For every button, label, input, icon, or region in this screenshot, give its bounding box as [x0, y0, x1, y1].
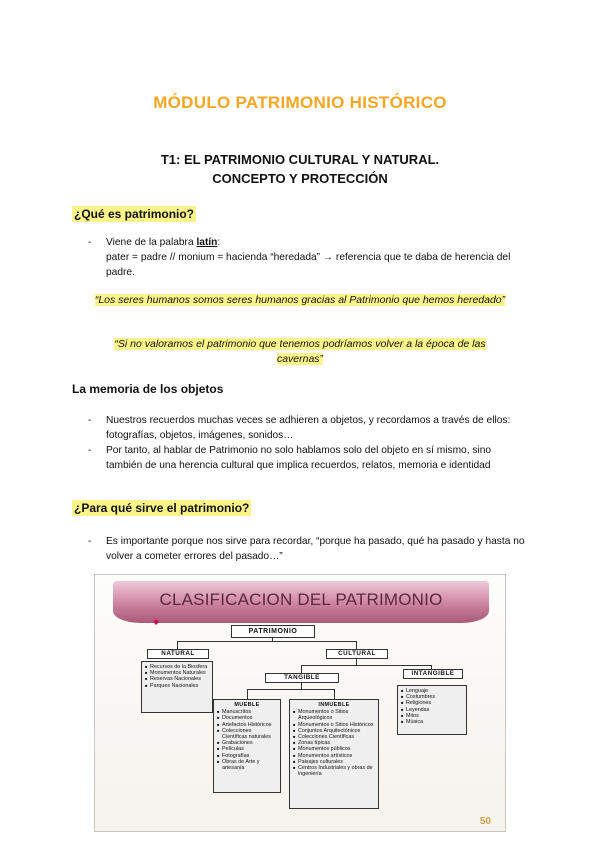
- list-item: ■ Mitos: [401, 713, 463, 719]
- quote-heritage-text: “Los seres humanos somos seres humanos gracias al Patrimonio que hemos heredado”: [94, 294, 506, 306]
- mueble-items-box: [213, 699, 281, 793]
- diagram-banner: [113, 581, 489, 623]
- memory-text-2: Por tanto, al hablar de Patrimonio no solo hablamos solo del objeto en sí mismo, sino también de una herencia cultural que implica recuerdos, relatos, memoria e identidad: [106, 445, 492, 471]
- bullet-list-origin: [88, 235, 528, 280]
- list-item: ■ Centros Industriales y obras de ingeniería: [293, 765, 375, 777]
- quote-caves: [90, 337, 510, 367]
- list-item: ■ Monumentos Naturales: [145, 670, 209, 676]
- list-item: ■ Grabaciones: [217, 740, 277, 746]
- node-intangible: INTANGIBLE: [403, 669, 463, 679]
- list-item: ■ Manuscritos: [217, 709, 277, 715]
- list-item: ■ Zonas típicas: [293, 740, 375, 746]
- classification-diagram: [94, 574, 506, 832]
- dash-marker: -: [88, 536, 92, 547]
- dash-marker: -: [88, 415, 92, 426]
- connector-line: [301, 665, 302, 673]
- purpose-text: Es importante porque nos sirve para recordar, “porque ha pasado, qué ha pasado y hasta no volver a cometer errores del pasado…”: [106, 536, 525, 562]
- bullet-list-purpose: [88, 534, 528, 564]
- list-item: ■ Monumentos artísticos: [293, 753, 375, 759]
- page-title: MÓDULO PATRIMONIO HISTÓRICO: [153, 93, 447, 112]
- connector-line: [301, 665, 432, 666]
- list-item: [88, 443, 528, 473]
- section-question-what-text: ¿Qué es patrimonio?: [74, 207, 195, 221]
- dash-marker: -: [88, 445, 92, 456]
- connector-line: [356, 641, 357, 649]
- node-tangible: TANGIBLE: [265, 673, 339, 683]
- list-item: ■ Colecciones Científicas naturales: [217, 728, 277, 740]
- natural-items-box: [141, 661, 213, 713]
- connector-line: [247, 689, 335, 690]
- list-item: ■ Lenguaje: [401, 688, 463, 694]
- list-item: ■ Colecciones Científicas: [293, 734, 375, 740]
- list-item: ■ Recursos de la Biosfera: [145, 664, 209, 670]
- topic-heading: [0, 150, 600, 188]
- list-item: ■ Monumentos o Sitios Históricos: [293, 722, 375, 728]
- node-cultural: CULTURAL: [326, 649, 388, 659]
- topic-heading-line2: CONCEPTO Y PROTECCIÓN: [212, 171, 388, 186]
- bullet-dot-icon: ◆: [153, 617, 160, 626]
- list-item: ■ Monumentos públicos: [293, 746, 375, 752]
- origin-colon: :: [217, 237, 221, 248]
- list-item: ■ Películas: [217, 746, 277, 752]
- section-question-purpose: [72, 501, 251, 515]
- list-item: [88, 235, 528, 280]
- anniversary-logo: 50: [479, 816, 491, 827]
- section-question-what: [72, 207, 196, 221]
- memory-text-1: Nuestros recuerdos muchas veces se adhieren a objetos, y recordamos a través de ellos: fotografías, objetos, imágenes, sonidos…: [106, 415, 511, 441]
- latin-word: latín: [196, 237, 218, 248]
- mueble-heading: MUEBLE: [234, 702, 260, 708]
- list-item: ■ Documentos: [217, 715, 277, 721]
- list-item: ■ Parques Nacionales: [145, 683, 209, 689]
- quote-heritage: [70, 293, 530, 308]
- connector-line: [177, 641, 178, 649]
- node-patrimonio: PATRIMONIO: [231, 625, 315, 638]
- connector-line: [334, 689, 335, 699]
- list-item: ■ Fotografías: [217, 753, 277, 759]
- bullet-list-memory: [88, 413, 528, 473]
- list-item: ■ Artefactos Históricos: [217, 722, 277, 728]
- inmueble-items-box: [289, 699, 379, 809]
- quote-caves-text: “Si no valoramos el patrimonio que tenemos podríamos volver a la época de las cavernas”: [114, 338, 486, 365]
- list-item: ■ Monumentos o Sitios Arqueológicos: [293, 709, 375, 721]
- topic-heading-line1: T1: EL PATRIMONIO CULTURAL Y NATURAL.: [160, 152, 440, 167]
- list-item: ■ Música: [401, 719, 463, 725]
- inmueble-heading: INMUEBLE: [318, 702, 350, 708]
- etymology-text: pater = padre // monium = hacienda “heredada” → referencia que te daba de herencia del padre.: [106, 252, 511, 278]
- connector-line: [247, 689, 248, 699]
- connector-line: [177, 641, 357, 642]
- list-item: ■ Costumbres: [401, 694, 463, 700]
- section-question-purpose-text: ¿Para qué sirve el patrimonio?: [74, 501, 250, 515]
- list-item: [88, 413, 528, 443]
- intangible-items-box: [397, 685, 467, 735]
- list-item: ■ Conjuntos Arquitectónicos: [293, 728, 375, 734]
- origin-text: Viene de la palabra: [106, 237, 197, 248]
- dash-marker: -: [88, 237, 92, 248]
- diagram-banner-title: CLASIFICACION DEL PATRIMONIO: [159, 590, 443, 609]
- list-item: ■ Religiones: [401, 700, 463, 706]
- list-item: ■ Obras de Arte y artesanía: [217, 759, 277, 771]
- section-heading-memory: La memoria de los objetos: [72, 382, 224, 396]
- list-item: ■ Leyendas: [401, 707, 463, 713]
- list-item: [88, 534, 528, 564]
- list-item: ■ Paisajes culturales: [293, 759, 375, 765]
- node-natural: NATURAL: [147, 649, 209, 659]
- list-item: ■ Reservas Nacionales: [145, 676, 209, 682]
